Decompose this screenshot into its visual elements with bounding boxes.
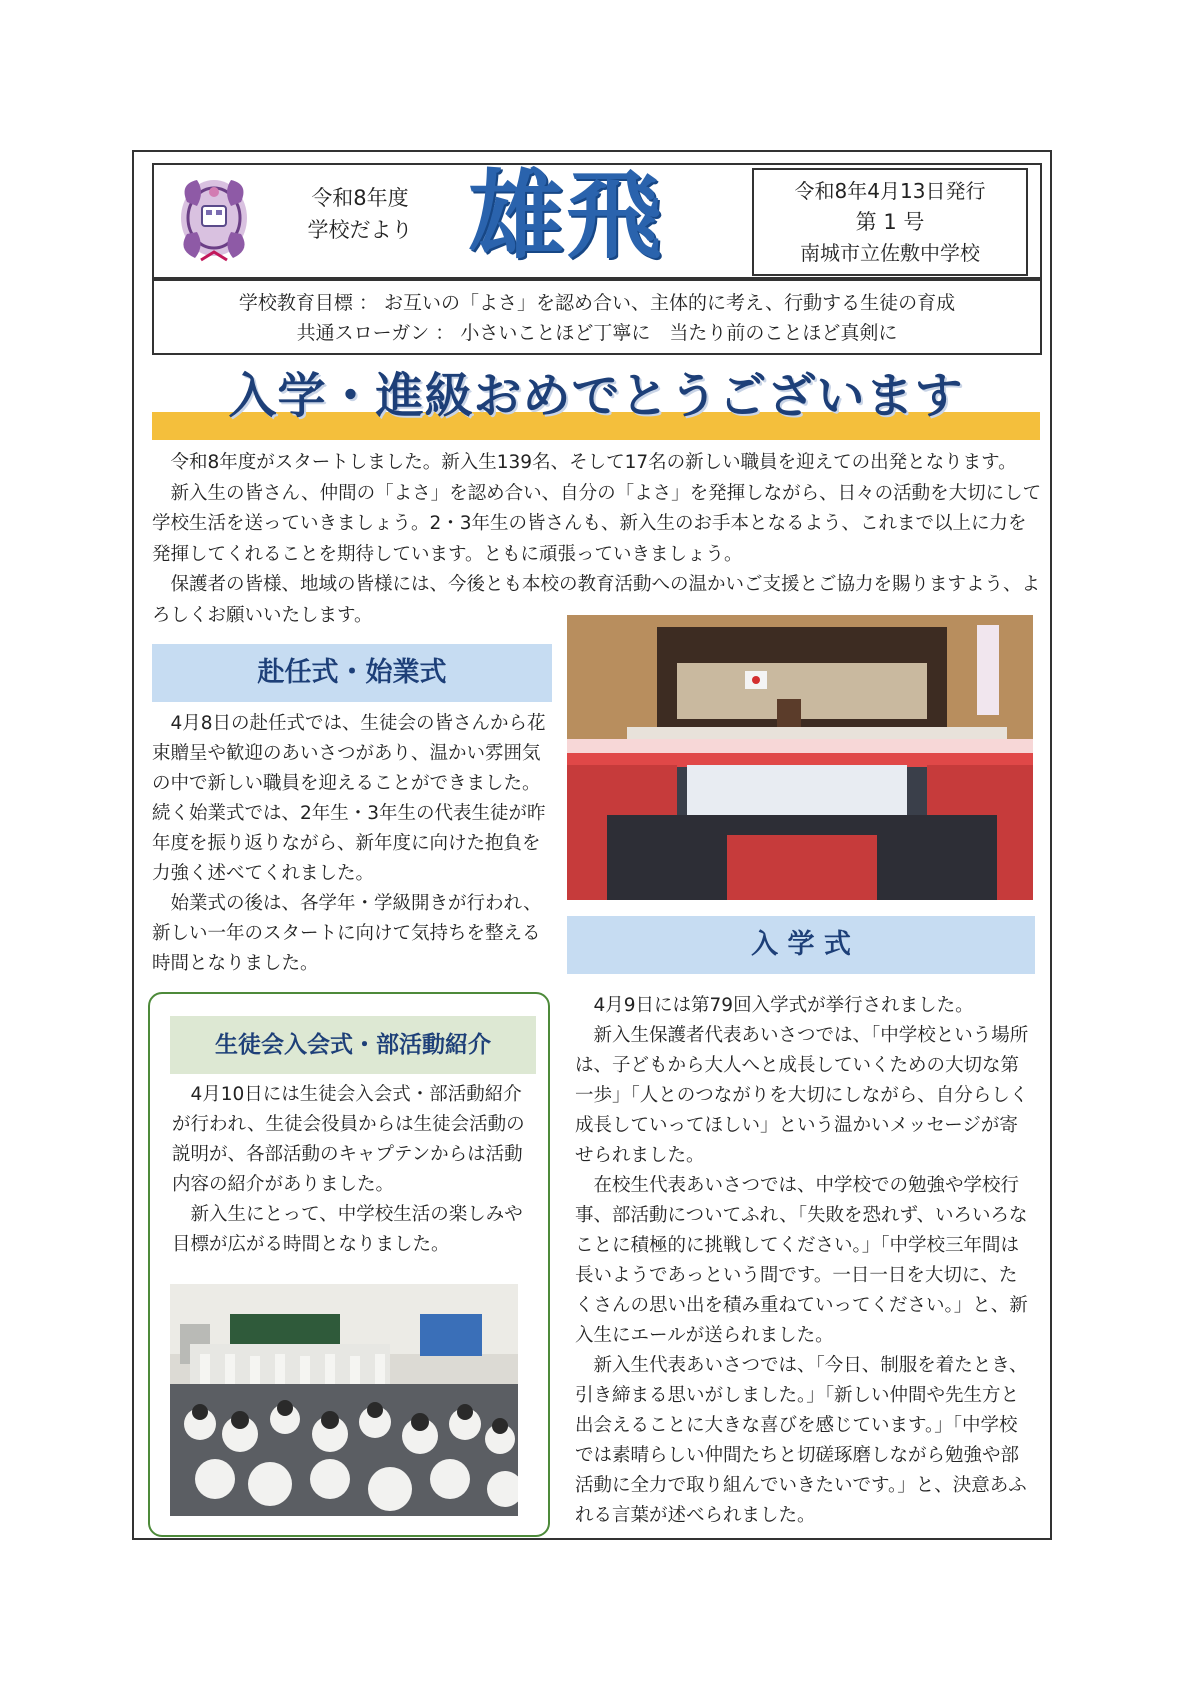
intro-paragraph: 保護者の皆様、地域の皆様には、今後とも本校の教育活動への温かいご支援とご協力を賜りますよう、よろしくお願いいたします。: [152, 574, 1041, 626]
section-heading-opening: 赴任式・始業式: [152, 644, 552, 702]
entrance-ceremony-photo: [567, 615, 1033, 900]
entrance-paragraph: 新入生代表あいさつでは、「今日、制服を着たとき、引き締まる思いがしました。」「新しい仲間や先生方と出会えることに大きな喜びを感じています。」「中学校では素晴らしい仲間たちと切磋琢磨しながら勉強や部活動に全力で取り組んでいきたいです。」と、決意あふれる言葉が述べられました。: [575, 1355, 1028, 1526]
intro-text: [152, 448, 1042, 631]
entrance-ceremony-text: [575, 991, 1030, 1531]
entrance-paragraph: 在校生代表あいさつでは、中学校での勉強や学校行事、部活動についてふれ、「失敗を恐れず、いろいろなことに積極的に挑戦してください。」「中学校三年間は長いようであっという間です。一日一日を大切に、たくさんの思い出を積み重ねていってください。」と、新入生にエールが送られました。: [575, 1175, 1028, 1346]
opening-ceremony-text: [152, 709, 550, 979]
goal-label: 学校教育目標: [238, 292, 353, 314]
issue-date: 令和8年4月13日発行: [794, 179, 986, 203]
newsletter-title: 雄飛: [468, 159, 664, 272]
student-council-paragraph: 4月10日には生徒会入会式・部活動紹介が行われ、生徒会役員からは生徒会活動の説明が、各部活動のキャプテンからは活動内容の紹介がありました。: [172, 1084, 525, 1195]
student-council-paragraph: 新入生にとって、中学校生活の楽しみや目標が広がる時間となりました。: [172, 1204, 523, 1255]
school-year-label: 令和8年度: [311, 186, 409, 210]
student-council-text: [172, 1080, 532, 1260]
school-emblem: [175, 172, 253, 268]
slogan-text: 小さいことほど丁寧に 当たり前のことほど真剣に: [460, 322, 898, 344]
entrance-paragraph: 新入生保護者代表あいさつでは、「中学校という場所は、子どもから大人へと成長していくための大切な第一歩」「人とのつながりを大切にしながら、自分らしく成長していってほしい」という温かいメッセージが寄せられました。: [575, 1025, 1029, 1166]
section-heading-student-council: 生徒会入会式・部活動紹介: [170, 1016, 536, 1074]
school-name: 南城市立佐敷中学校: [800, 241, 980, 265]
opening-paragraph: 始業式の後は、各学年・学級開きが行われ、新しい一年のスタートに向けて気持ちを整える時間となりました。: [152, 893, 542, 974]
newsletter-type-label: 学校だより: [307, 218, 413, 242]
issue-number: 第 1 号: [855, 210, 925, 234]
newsletter-type: [285, 182, 435, 246]
education-goal: 学校教育目標 ： お互いの「よさ」を認め合い、主体的に考え、行動する生徒の育成: [238, 292, 956, 314]
entrance-paragraph: 4月9日には第79回入学式が挙行されました。: [593, 995, 974, 1016]
issue-info: [752, 168, 1028, 276]
goal-text: お互いの「よさ」を認め合い、主体的に考え、行動する生徒の育成: [383, 292, 956, 314]
main-headline: 入学・進級おめでとうございます: [228, 368, 964, 424]
school-goals: [152, 279, 1042, 355]
opening-paragraph: 4月8日の赴任式では、生徒会の皆さんから花束贈呈や歓迎のあいさつがあり、温かい雰囲気の中で新しい職員を迎えることができました。続く始業式では、2年生・3年生の代表生徒が昨年度を振り返りながら、新年度に向けた抱負を力強く述べてくれました。: [152, 713, 546, 884]
common-slogan: 共通スローガン ： 小さいことほど丁寧に 当たり前のことほど真剣に: [296, 322, 898, 344]
club-introduction-photo: [170, 1284, 518, 1516]
intro-paragraph: 新入生の皆さん、仲間の「よさ」を認め合い、自分の「よさ」を発揮しながら、日々の活動を大切にして学校生活を送っていきましょう。2・3年生の皆さんも、新入生のお手本となるよう、これまで以上に力を発揮してくれることを期待しています。ともに頑張っていきましょう。: [152, 482, 1042, 565]
section-heading-entrance: 入 学 式: [567, 916, 1035, 974]
intro-paragraph: 令和8年度がスタートしました。新入生139名、そして17名の新しい職員を迎えての出発となります。: [170, 452, 1017, 473]
slogan-label: 共通スローガン: [296, 322, 430, 344]
